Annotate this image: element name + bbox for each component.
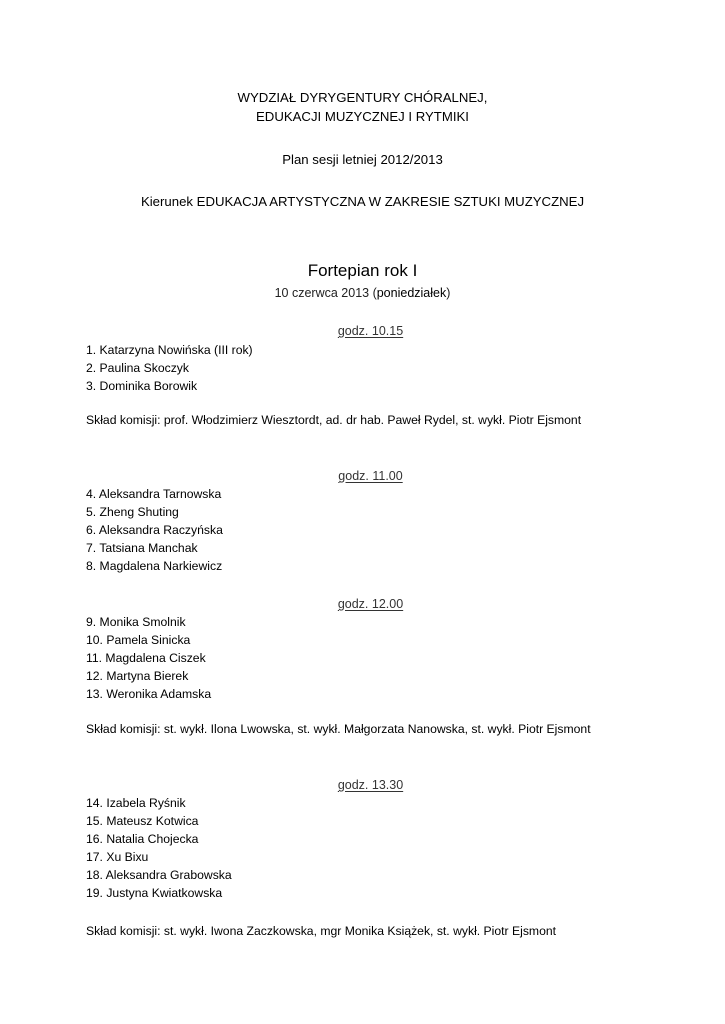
list-item: 5. Zheng Shuting [86,505,179,519]
committee-2: Skład komisji: st. wykł. Ilona Lwowska, st. wykł. Małgorzata Nanowska, st. wykł. Piotr Ejsmont [86,722,591,736]
session-time-4 [0,776,725,794]
session-time-2 [0,467,725,485]
list-item: 2. Paulina Skoczyk [86,361,189,375]
session-plan-title: Plan sesji letniej 2012/2013 [282,152,443,167]
exam-date [0,284,725,302]
department-line-2: EDUKACJI MUZYCZNEJ I RYTMIKI [256,109,469,124]
list-item: 7. Tatsiana Manchak [86,541,198,555]
list-item: 16. Natalia Chojecka [86,832,199,846]
student-list-4 [86,794,232,902]
list-item: 15. Mateusz Kotwica [86,814,199,828]
session-time-label: godz. 10.15 [337,324,404,338]
subject-title: Fortepian rok I [307,261,418,280]
list-item: 11. Magdalena Ciszek [86,651,206,665]
list-item: 8. Magdalena Narkiewicz [86,559,223,573]
session-time-label: godz. 11.00 [338,469,403,483]
date-suffix: ) [446,286,451,300]
student-list-3 [86,613,211,703]
list-item: 19. Justyna Kwiatkowska [86,886,223,900]
list-item: 4. Aleksandra Tarnowska [86,487,222,501]
session-time-3 [0,595,725,613]
list-item: 10. Pamela Sinicka [86,633,191,647]
student-list-1 [86,341,253,395]
committee-3: Skład komisji: st. wykł. Iwona Zaczkowska, mgr Monika Książek, st. wykł. Piotr Ejsmont [86,924,557,938]
date-prefix: 10 czerwca 2013 ( [274,286,377,300]
session-time-label: godz. 12.00 [337,597,404,611]
session-time-1 [0,322,725,340]
list-item: 13. Weronika Adamska [86,687,212,701]
list-item: 17. Xu Bixu [86,850,149,864]
list-item: 14. Izabela Ryśnik [86,796,186,810]
committee-1: Skład komisji: prof. Włodzimierz Wiesztordt, ad. dr hab. Paweł Rydel, st. wykł. Piotr Ejsmont [86,413,582,427]
study-direction: Kierunek EDUKACJA ARTYSTYCZNA W ZAKRESIE SZTUKI MUZYCZNEJ [140,194,585,209]
list-item: 9. Monika Smolnik [86,615,186,629]
list-item: 3. Dominika Borowik [86,379,198,393]
department-line-1: WYDZIAŁ DYRYGENTURY CHÓRALNEJ, [237,90,488,105]
list-item: 6. Aleksandra Raczyńska [86,523,223,537]
date-weekday: poniedziałek [376,286,447,300]
list-item: 12. Martyna Bierek [86,669,189,683]
department-heading [0,88,725,126]
session-time-label: godz. 13.30 [337,778,404,792]
list-item: 1. Katarzyna Nowińska (III rok) [86,343,253,357]
list-item: 18. Aleksandra Grabowska [86,868,232,882]
student-list-2 [86,485,223,575]
